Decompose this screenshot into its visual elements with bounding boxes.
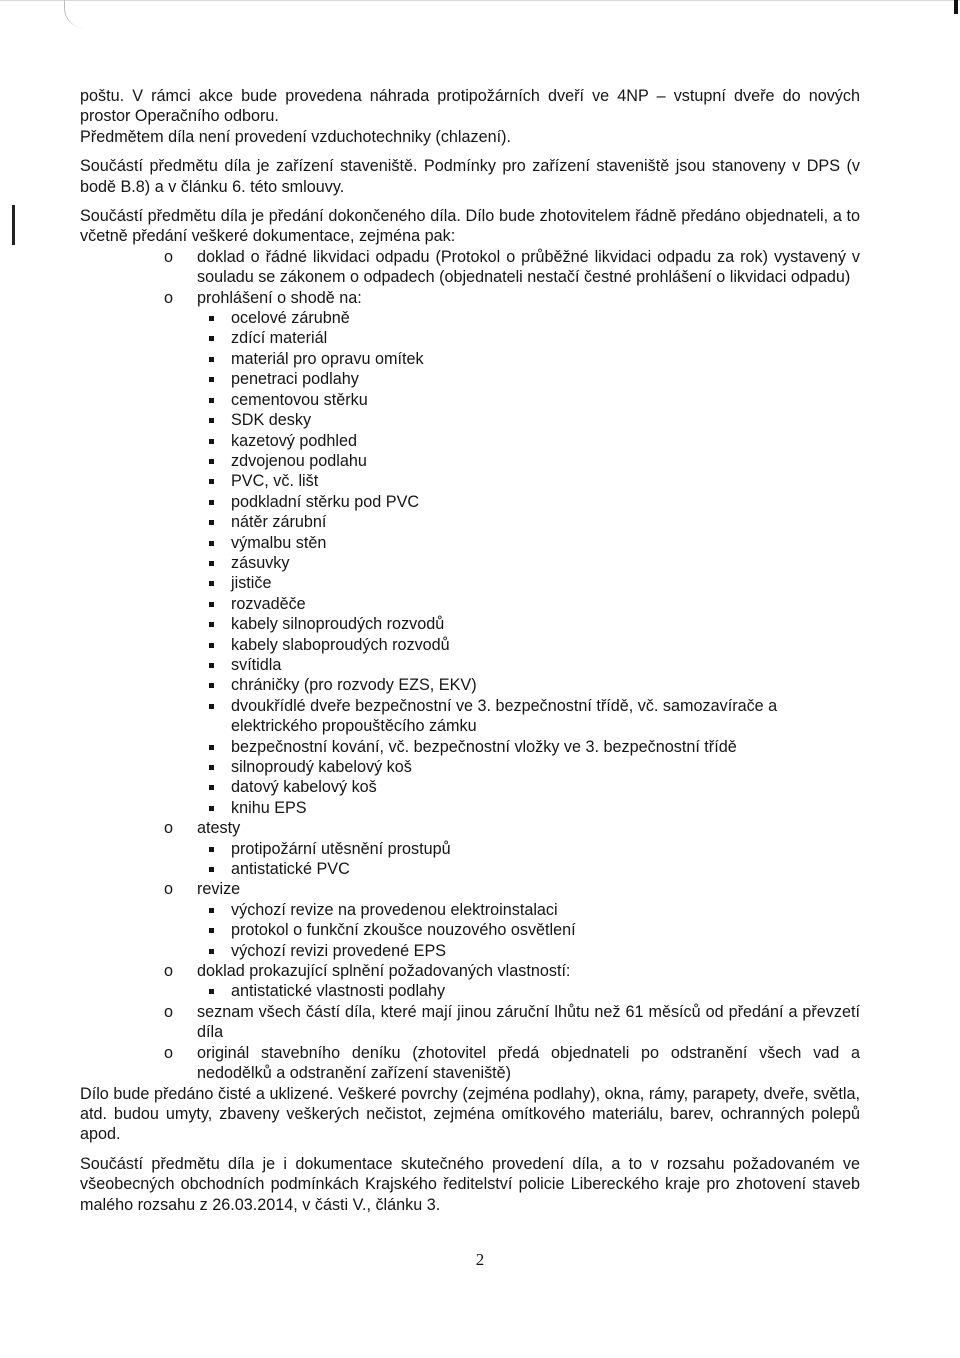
sub-list-item: [197, 777, 860, 797]
bullet-square-icon: [209, 806, 214, 811]
list-item-text: atesty: [197, 819, 241, 838]
list-marker: o: [164, 1002, 174, 1021]
list-item-text: originál stavebního deníku (zhotovitel předá objednateli po odstranění všech vad a nedodělků a odstranění zařízení staveniště): [197, 1043, 860, 1083]
scan-edge: [0, 0, 960, 1]
paragraph-cleaning: Dílo bude předáno čisté a uklizené. Veškeré povrchy (zejména podlahy), okna, rámy, parapety, dveře, světla, atd. budou umyty, zbaveny veškerých nečistot, zejména omítkového materiálu, barev, ochranných polepů apod.: [80, 1084, 860, 1144]
paragraph-as-built: Součástí předmětu díla je i dokumentace skutečného provedení díla, a to v rozsahu požadovaném ve všeobecných obchodních podmínkách Krajského ředitelství policie Libereckého kraje pro zhotovení staveb malého rozsahu z 26.03.2014, v části V., článku 3.: [80, 1154, 860, 1214]
sub-list-item-text: kabely silnoproudých rozvodů: [231, 615, 445, 634]
sub-list-item: [197, 798, 860, 818]
list-item: [80, 961, 860, 1002]
sub-list-item: [197, 920, 860, 940]
sub-list-item: [197, 553, 860, 573]
bullet-square-icon: [209, 765, 214, 770]
sub-list-item: [197, 737, 860, 757]
sub-list: [197, 900, 860, 961]
bullet-square-icon: [209, 459, 214, 464]
bullet-square-icon: [209, 500, 214, 505]
sub-list-item-text: dvoukřídlé dveře bezpečnostní ve 3. bezpečnostní třídě, vč. samozavírače a elektrického propouštěcího zámku: [231, 696, 778, 736]
sub-list-item: [197, 390, 860, 410]
margin-mark: [12, 205, 15, 245]
bullet-square-icon: [209, 928, 214, 933]
sub-list-item: [197, 308, 860, 328]
sub-list-item-text: zdvojenou podlahu: [231, 451, 367, 470]
sub-list-item-text: zásuvky: [231, 553, 290, 572]
sub-list: [197, 308, 860, 818]
bullet-square-icon: [209, 704, 214, 709]
sub-list: [197, 981, 860, 1001]
bullet-square-icon: [209, 683, 214, 688]
bullet-square-icon: [209, 541, 214, 546]
sub-list-item-text: SDK desky: [231, 411, 312, 430]
sub-list-item-text: svítidla: [231, 655, 282, 674]
sub-list-item-text: kazetový podhled: [231, 431, 357, 450]
bullet-square-icon: [209, 622, 214, 627]
bullet-square-icon: [209, 745, 214, 750]
sub-list-item: [197, 573, 860, 593]
sub-list-item-text: penetraci podlahy: [231, 370, 359, 389]
page-number: 2: [475, 1250, 485, 1269]
sub-list-item-text: protipožární utěsnění prostupů: [231, 839, 451, 858]
sub-list-item-text: knihu EPS: [231, 798, 307, 817]
sub-list-item: [197, 941, 860, 961]
sub-list-item-text: podkladní stěrku pod PVC: [231, 492, 420, 511]
sub-list-item-text: datový kabelový koš: [231, 778, 377, 797]
list-item-text: revize: [197, 880, 241, 899]
sub-list-item-text: protokol o funkční zkoušce nouzového osvětlení: [231, 921, 576, 940]
bullet-square-icon: [209, 357, 214, 362]
sub-list-item-text: jističe: [231, 574, 272, 593]
sub-list-item-text: silnoproudý kabelový koš: [231, 758, 412, 776]
sub-list-item: [197, 431, 860, 451]
bullet-square-icon: [209, 663, 214, 668]
sub-list-item: [197, 839, 860, 859]
bullet-square-icon: [209, 581, 214, 586]
list-marker: o: [164, 1043, 174, 1062]
list-item: [80, 288, 860, 819]
intro-line-2: Předmětem díla není provedení vzduchotechniky (chlazení).: [80, 127, 512, 146]
sub-list-item: [197, 696, 860, 737]
bullet-square-icon: [209, 316, 214, 321]
list-item-text: doklad o řádné likvidaci odpadu (Protokol o průběžné likvidaci odpadu za rok) vystavený v souladu se zákonem o odpadech (objednateli nestačí čestné prohlášení o likvidaci odpadu): [197, 247, 860, 287]
bullet-square-icon: [209, 520, 214, 525]
sub-list: [197, 839, 860, 880]
bullet-square-icon: [209, 643, 214, 648]
sub-list-item: [197, 757, 860, 777]
sub-list-item: [197, 655, 860, 675]
sub-list-item-text: kabely slaboproudých rozvodů: [231, 635, 450, 654]
sub-list-item: [197, 471, 860, 491]
sub-list-item: [197, 349, 860, 369]
sub-list-item-text: výchozí revizi provedené EPS: [231, 941, 447, 960]
list-item: [80, 818, 860, 879]
list-item: [80, 879, 860, 961]
bullet-square-icon: [209, 785, 214, 790]
list-item: [80, 1043, 860, 1084]
sub-list-item-text: PVC, vč. lišt: [231, 472, 319, 491]
paragraph-site-setup: Součástí předmětu díla je zařízení staveniště. Podmínky pro zařízení staveniště jsou stanoveny v DPS (v bodě B.8) a v článku 6. této smlouvy.: [80, 157, 860, 196]
bullet-square-icon: [209, 867, 214, 872]
sub-list-item: [197, 614, 860, 634]
sub-list-item-text: nátěr zárubní: [231, 513, 327, 532]
sub-list-item: [197, 451, 860, 471]
bullet-square-icon: [209, 847, 214, 852]
bullet-square-icon: [209, 398, 214, 403]
list-item: [80, 247, 860, 288]
scan-mark: [954, 0, 958, 14]
sub-list-item-text: bezpečnostní kování, vč. bezpečnostní vložky ve 3. bezpečnostní třídě: [231, 737, 737, 756]
sub-list-item-text: zdící materiál: [231, 329, 328, 348]
list-marker: o: [164, 962, 174, 981]
sub-list-item: [197, 675, 860, 695]
sub-list-item: [197, 900, 860, 920]
sub-list-item-text: rozvaděče: [231, 594, 306, 613]
list-item-text: doklad prokazující splnění požadovaných vlastností:: [197, 962, 571, 981]
list-marker: o: [164, 819, 174, 838]
sub-list-item: [197, 635, 860, 655]
sub-list-item: [197, 533, 860, 553]
bullet-square-icon: [209, 908, 214, 913]
bullet-square-icon: [209, 602, 214, 607]
sub-list-item: [197, 512, 860, 532]
sub-list-item: [197, 859, 860, 879]
sub-list-item-text: výmalbu stěn: [231, 533, 327, 552]
sub-list-item: [197, 369, 860, 389]
list-item: [80, 1002, 860, 1043]
scan-artifact: [64, 0, 85, 28]
sub-list-item-text: cementovou stěrku: [231, 390, 368, 409]
sub-list-item-text: antistatické vlastnosti podlahy: [231, 982, 446, 1001]
bullet-square-icon: [209, 989, 214, 994]
list-item-text: prohlášení o shodě na:: [197, 288, 362, 307]
sub-list-item-text: chráničky (pro rozvody EZS, EKV): [231, 676, 477, 695]
sub-list-item-text: výchozí revize na provedenou elektroinstalaci: [231, 900, 558, 919]
list-item-text: seznam všech částí díla, které mají jinou záruční lhůtu než 61 měsíců od předání a převzetí díla: [197, 1002, 860, 1042]
page-content: [80, 86, 860, 1215]
list-marker: o: [164, 288, 174, 307]
sub-list-item: [197, 594, 860, 614]
sub-list-item-text: materiál pro opravu omítek: [231, 349, 424, 368]
intro-line-1: poštu. V rámci akce bude provedena náhrada protipožárních dveří ve 4NP – vstupní dveře do nových prostor Operačního odboru.: [80, 87, 860, 126]
sub-list-item: [197, 328, 860, 348]
sub-list-item: [197, 410, 860, 430]
bullet-square-icon: [209, 561, 214, 566]
bullet-square-icon: [209, 479, 214, 484]
list-marker: o: [164, 247, 174, 266]
sub-list-item: [197, 492, 860, 512]
paragraph-handover: Součástí předmětu díla je předání dokončeného díla. Dílo bude zhotovitelem řádně předáno objednateli, a to včetně předání veškeré dokumentace, zejména pak:: [80, 207, 860, 246]
list-marker: o: [164, 880, 174, 899]
sub-list-item-text: antistatické PVC: [231, 860, 350, 879]
bullet-square-icon: [209, 439, 214, 444]
sub-list-item: [197, 981, 860, 1001]
sub-list-item-text: ocelové zárubně: [231, 309, 350, 328]
documentation-list: [80, 247, 860, 1084]
bullet-square-icon: [209, 418, 214, 423]
bullet-square-icon: [209, 377, 214, 382]
bullet-square-icon: [209, 949, 214, 954]
bullet-square-icon: [209, 336, 214, 341]
